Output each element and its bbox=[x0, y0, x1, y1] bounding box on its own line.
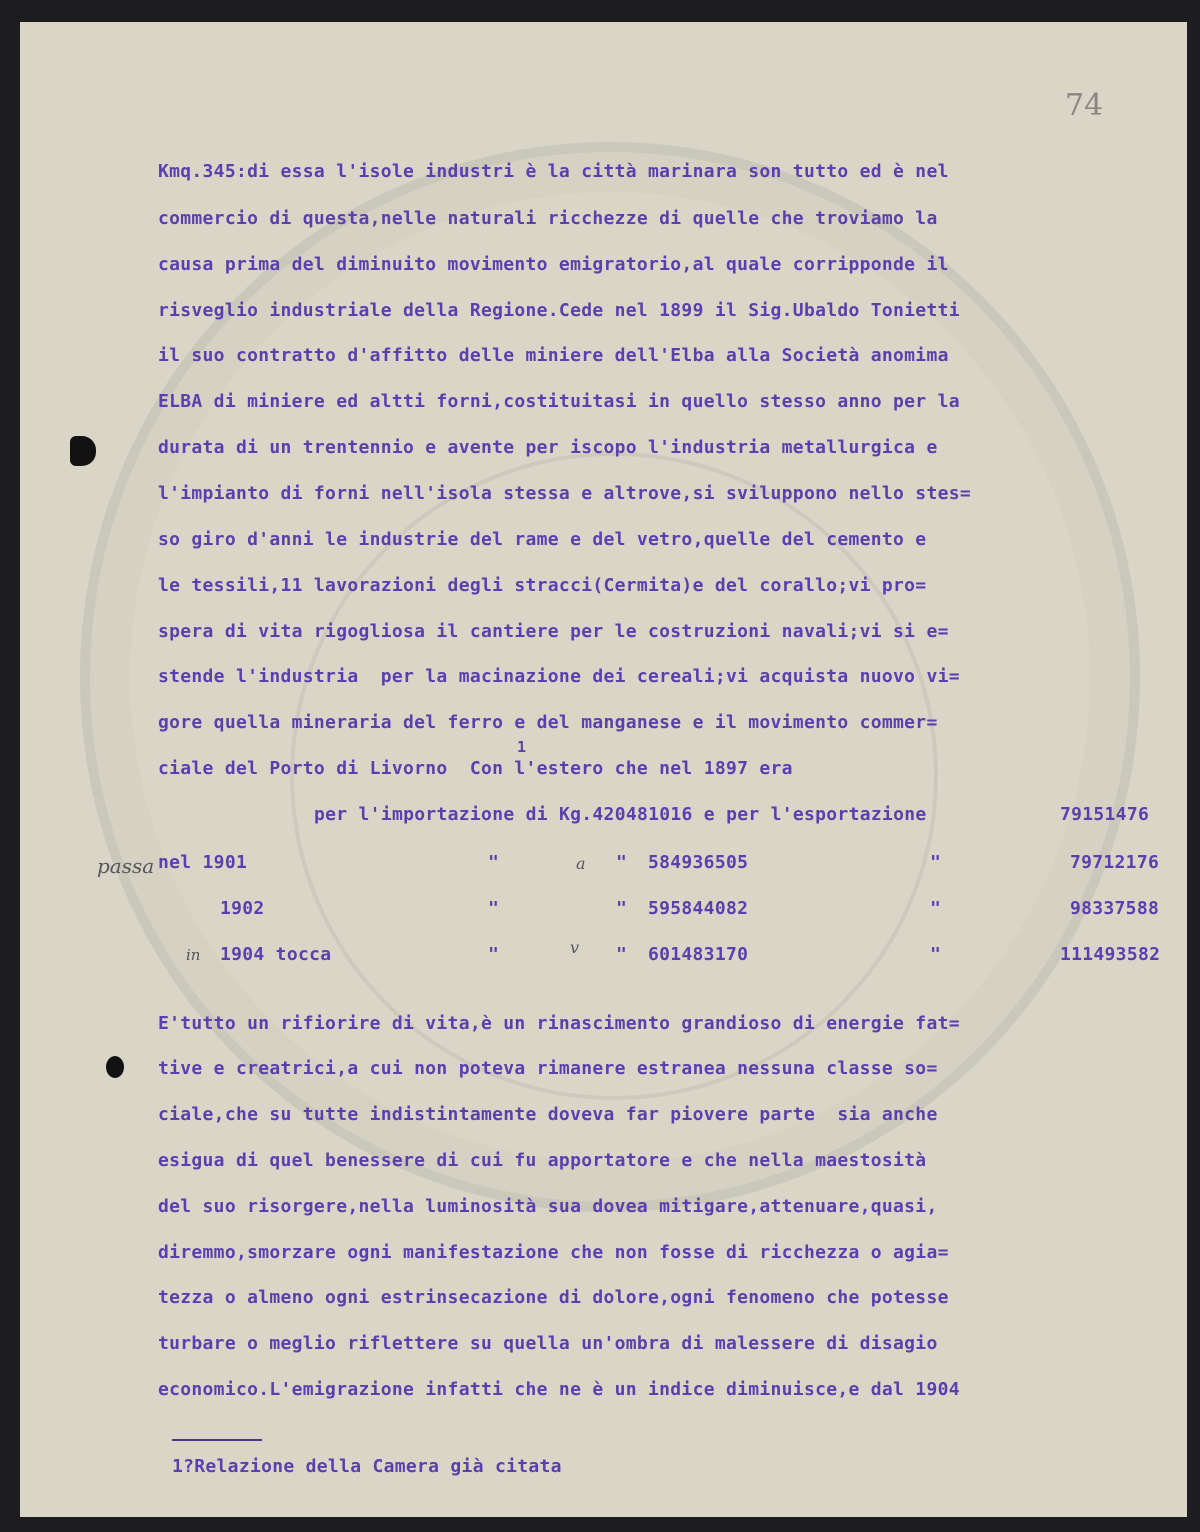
text-line: ELBA di miniere ed altti forni,costituitasi in quello stesso anno per la bbox=[158, 391, 960, 412]
text-line: ciale,che su tutte indistintamente doveva far piovere parte sia anche bbox=[158, 1104, 938, 1125]
page-number: 74 bbox=[1065, 88, 1104, 123]
ditto-mark: " bbox=[488, 944, 500, 965]
punch-hole bbox=[70, 436, 96, 466]
text-line: le tessili,11 lavorazioni degli stracci(Cermita)e del corallo;vi pro= bbox=[158, 575, 927, 596]
text-line: tezza o almeno ogni estrinsecazione di dolore,ogni fenomeno che potesse bbox=[158, 1287, 949, 1308]
text-line: ciale del Porto di Livorno Con l'estero che nel 1897 era bbox=[158, 758, 793, 779]
text-line: spera di vita rigogliosa il cantiere per le costruzioni navali;vi si e= bbox=[158, 621, 949, 642]
text-line: durata di un trentennio e avente per iscopo l'industria metallurgica e bbox=[158, 437, 938, 458]
text-line: diremmo,smorzare ogni manifestazione che non fosse di ricchezza o agia= bbox=[158, 1242, 949, 1263]
text-line: tive e creatrici,a cui non poteva rimanere estranea nessuna classe so= bbox=[158, 1058, 938, 1079]
footnote-text: 1?Relazione della Camera già citata bbox=[172, 1456, 562, 1477]
text-line: risveglio industriale della Regione.Cede nel 1899 il Sig.Ubaldo Tonietti bbox=[158, 300, 960, 321]
text-line: causa prima del diminuito movimento emigratorio,al quale corripponde il bbox=[158, 254, 949, 275]
footnote-rule bbox=[172, 1439, 262, 1441]
text-line: Kmq.345:di essa l'isole industri è la città marinara son tutto ed è nel bbox=[158, 161, 949, 182]
handwritten-annotation: v bbox=[570, 938, 580, 957]
punch-hole bbox=[106, 1056, 124, 1078]
row-year: 1904 tocca bbox=[220, 944, 332, 965]
ditto-mark: " bbox=[616, 898, 628, 919]
handwritten-annotation: passa bbox=[97, 854, 155, 878]
ditto-mark: " bbox=[930, 944, 942, 965]
ditto-mark: " bbox=[616, 944, 628, 965]
row-year: nel 1901 bbox=[158, 852, 248, 873]
import-value: 584936505 bbox=[648, 852, 749, 873]
footnote-marker: 1 bbox=[517, 738, 527, 756]
text-line: il suo contratto d'affitto delle miniere dell'Elba alla Società anomima bbox=[158, 345, 949, 366]
table-header-value: 79151476 bbox=[1060, 804, 1150, 825]
text-line: commercio di questa,nelle naturali ricchezze di quelle che troviamo la bbox=[158, 208, 938, 229]
import-value: 595844082 bbox=[648, 898, 749, 919]
text-line: so giro d'anni le industrie del rame e del vetro,quelle del cemento e bbox=[158, 529, 927, 550]
document-page bbox=[20, 22, 1187, 1517]
text-line: E'tutto un rifiorire di vita,è un rinascimento grandioso di energie fat= bbox=[158, 1013, 960, 1034]
text-line: economico.L'emigrazione infatti che ne è un indice diminuisce,e dal 1904 bbox=[158, 1379, 960, 1400]
export-value: 111493582 bbox=[1060, 944, 1161, 965]
table-header: per l'importazione di Kg.420481016 e per l'esportazione bbox=[314, 804, 927, 825]
export-value: 79712176 bbox=[1070, 852, 1160, 873]
ditto-mark: " bbox=[488, 852, 500, 873]
ditto-mark: " bbox=[930, 852, 942, 873]
handwritten-annotation: in bbox=[186, 946, 201, 964]
text-line: esigua di quel benessere di cui fu apportatore e che nella maestosità bbox=[158, 1150, 927, 1171]
text-line: l'impianto di forni nell'isola stessa e altrove,si sviluppono nello stes= bbox=[158, 483, 971, 504]
text-line: stende l'industria per la macinazione dei cereali;vi acquista nuovo vi= bbox=[158, 666, 960, 687]
text-line: gore quella mineraria del ferro e del manganese e il movimento commer= bbox=[158, 712, 938, 733]
text-line: del suo risorgere,nella luminosità sua dovea mitigare,attenuare,quasi, bbox=[158, 1196, 938, 1217]
ditto-mark: " bbox=[616, 852, 628, 873]
export-value: 98337588 bbox=[1070, 898, 1160, 919]
handwritten-annotation: a bbox=[576, 854, 586, 873]
ditto-mark: " bbox=[488, 898, 500, 919]
ditto-mark: " bbox=[930, 898, 942, 919]
text-line: turbare o meglio riflettere su quella un'ombra di malessere di disagio bbox=[158, 1333, 938, 1354]
import-value: 601483170 bbox=[648, 944, 749, 965]
row-year: 1902 bbox=[220, 898, 265, 919]
